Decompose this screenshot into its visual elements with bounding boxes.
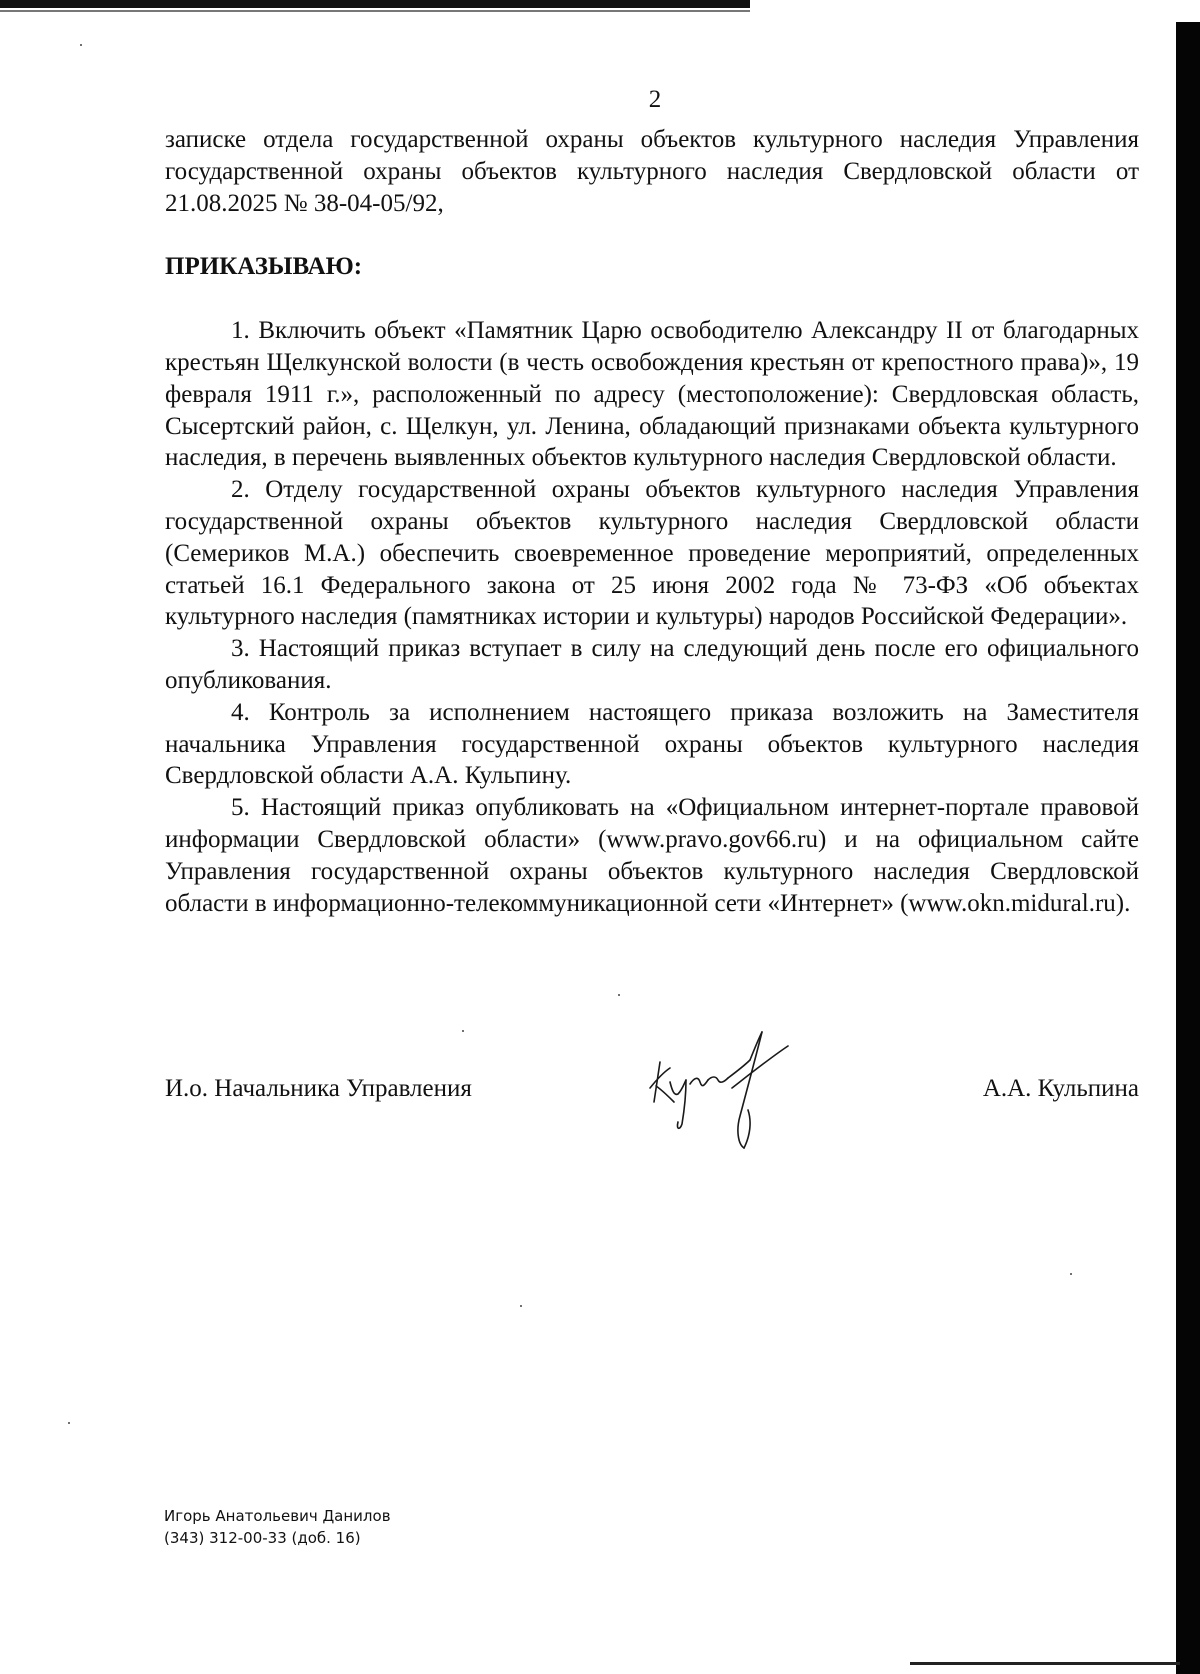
- scan-border-top-line: [0, 10, 750, 12]
- clause-5: 5. Настоящий приказ опубликовать на «Официальном интернет-портале правовой информации Свердловской области» (www.pravo.gov66.ru) и на официальном сайте Управления государственной охраны объектов культурного наследия Свердловской области в информационно-телекоммуникационной сети «Интернет» (www.okn.midural.ru).: [165, 794, 1139, 917]
- clause-3: 3. Настоящий приказ вступает в силу на следующий день после его официального опубликования.: [165, 635, 1139, 694]
- signatory-name: А.А. Кульпина: [982, 1075, 1139, 1102]
- clause-1: 1. Включить объект «Памятник Царю освободителю Александру II от благодарных крестьян Щелкунской волости (в честь освобождения крестьян от крепостного права)», 19 февраля 1911 г.», расположенный по адресу (местоположение): Свердловская область, Сысертский район, с. Щелкун, ул. Ленина, обладающий признаками объекта культурного наследия, в перечень выявленных объектов культурного наследия Свердловской области.: [165, 317, 1139, 472]
- scan-speck: [520, 1305, 522, 1307]
- signature-block: [165, 1073, 1139, 1173]
- scan-border-top: [0, 0, 750, 8]
- executor-name: Игорь Анатольевич Данилов: [164, 1507, 391, 1525]
- scan-speck: [1070, 1273, 1072, 1275]
- scan-speck: [462, 1030, 464, 1032]
- scan-speck: [618, 994, 620, 996]
- clause-2: 2. Отделу государственной охраны объектов культурного наследия Управления государственной охраны объектов культурного наследия Свердловской области (Семериков М.А.) обеспечить своевременное проведение мероприятий, определенных статьей 16.1 Федерального закона от 25 июня 2002 года № 73-ФЗ «Об объектах культурного наследия (памятниках истории и культуры) народов Российской Федерации».: [165, 476, 1139, 631]
- handwritten-signature: [640, 1026, 810, 1156]
- executor-phone: (343) 312-00-33 (доб. 16): [164, 1529, 361, 1547]
- preamble-paragraph: записке отдела государственной охраны объектов культурного наследия Управления государственной охраны объектов культурного наследия Свердловской области от 21.08.2025 № 38-04-05/92,: [165, 126, 1139, 217]
- executor-info: [164, 1505, 391, 1549]
- scan-border-right: [1176, 22, 1200, 1674]
- scan-border-bottom: [910, 1662, 1180, 1665]
- document-body: [165, 124, 1139, 919]
- scan-speck: [80, 44, 82, 46]
- scan-speck: [68, 1422, 70, 1424]
- page-number: 2: [648, 86, 662, 113]
- signatory-position: И.о. Начальника Управления: [165, 1075, 472, 1102]
- order-heading: ПРИКАЗЫВАЮ:: [165, 253, 363, 281]
- clause-4: 4. Контроль за исполнением настоящего приказа возложить на Заместителя начальника Управления государственной охраны объектов культурного наследия Свердловской области А.А. Кульпину.: [165, 698, 1139, 790]
